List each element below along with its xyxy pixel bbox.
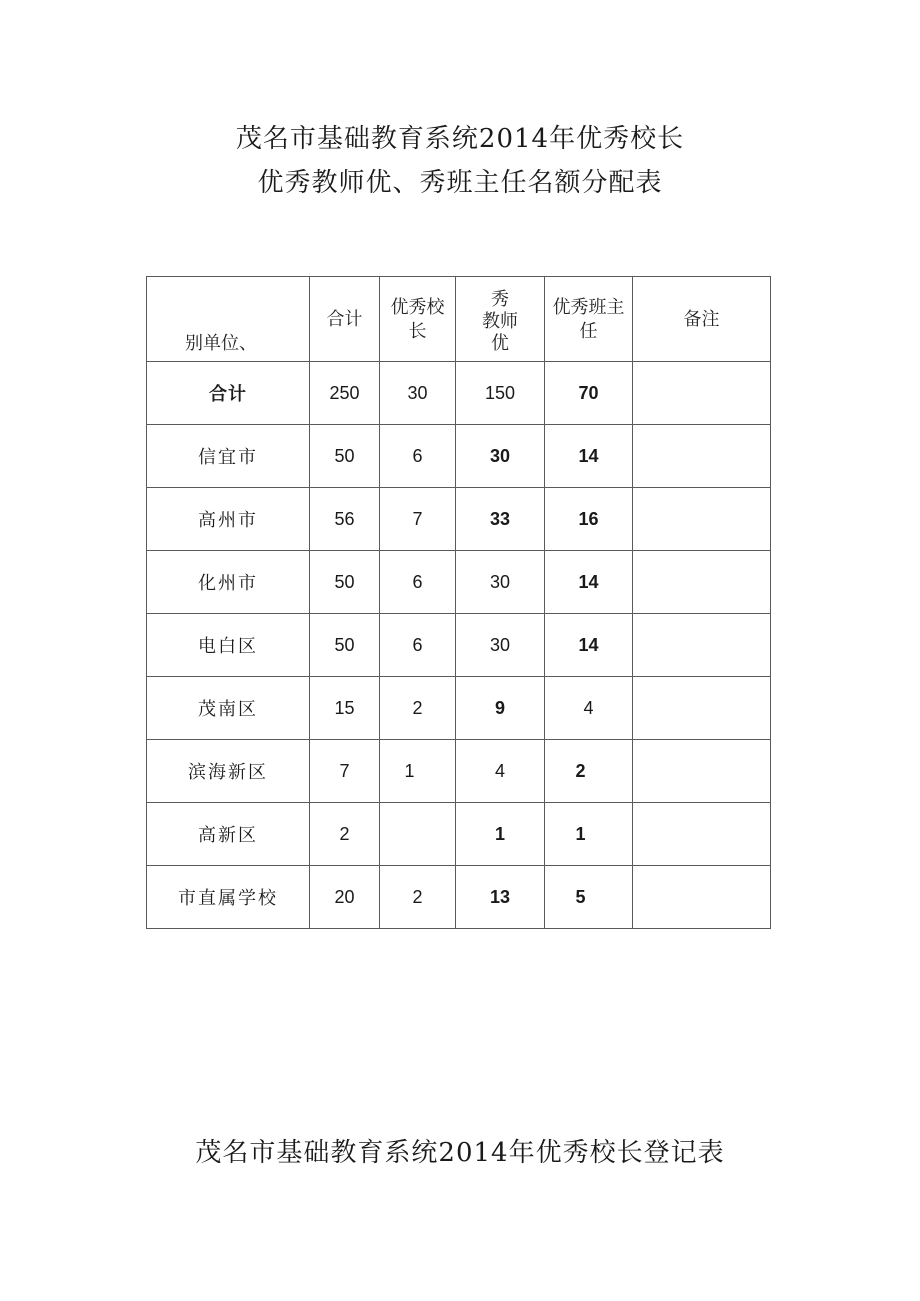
cell-head-teacher: 5 — [545, 866, 633, 929]
cell-teacher: 33 — [456, 488, 545, 551]
cell-head-teacher: 14 — [545, 614, 633, 677]
cell-principal: 2 — [380, 866, 456, 929]
cell-teacher: 30 — [456, 614, 545, 677]
cell-total: 20 — [310, 866, 380, 929]
table-row — [147, 362, 771, 425]
cell-teacher: 30 — [456, 425, 545, 488]
table-row — [147, 866, 771, 929]
cell-head-teacher: 14 — [545, 425, 633, 488]
cell-principal — [380, 803, 456, 866]
cell-head-teacher: 1 — [545, 803, 633, 866]
cell-unit: 高新区 — [147, 803, 310, 866]
cell-remarks — [633, 425, 771, 488]
table-row — [147, 551, 771, 614]
header-principal: 优秀校长 — [380, 277, 456, 362]
header-unit: 别单位、 — [147, 277, 310, 362]
cell-unit: 信宜市 — [147, 425, 310, 488]
quota-allocation-table — [146, 276, 771, 929]
cell-principal: 6 — [380, 614, 456, 677]
cell-teacher: 4 — [456, 740, 545, 803]
header-teacher-part-2: 教师 — [482, 310, 518, 331]
cell-unit: 合计 — [147, 362, 310, 425]
header-remarks: 备注 — [633, 277, 771, 362]
cell-remarks — [633, 551, 771, 614]
cell-remarks — [633, 488, 771, 551]
table-row — [147, 677, 771, 740]
cell-total: 7 — [310, 740, 380, 803]
cell-remarks — [633, 866, 771, 929]
cell-remarks — [633, 362, 771, 425]
cell-teacher: 1 — [456, 803, 545, 866]
table-row — [147, 425, 771, 488]
table-row — [147, 803, 771, 866]
cell-principal: 6 — [380, 425, 456, 488]
cell-total: 2 — [310, 803, 380, 866]
cell-principal: 7 — [380, 488, 456, 551]
cell-head-teacher: 2 — [545, 740, 633, 803]
document-title-line-2: 优秀教师优、秀班主任名额分配表 — [257, 168, 663, 198]
table-row — [147, 614, 771, 677]
header-teacher — [456, 277, 545, 362]
cell-head-teacher: 14 — [545, 551, 633, 614]
cell-head-teacher: 4 — [545, 677, 633, 740]
cell-remarks — [633, 803, 771, 866]
cell-total: 50 — [310, 425, 380, 488]
cell-teacher: 30 — [456, 551, 545, 614]
cell-unit: 市直属学校 — [147, 866, 310, 929]
cell-principal: 1 — [380, 740, 456, 803]
cell-unit: 茂南区 — [147, 677, 310, 740]
table-header-row — [147, 277, 771, 362]
cell-teacher: 9 — [456, 677, 545, 740]
cell-remarks — [633, 740, 771, 803]
document-title-line-1: 茂名市基础教育系统2014年优秀校长 — [235, 124, 685, 154]
table-row — [147, 740, 771, 803]
header-teacher-part-3: 优 — [491, 332, 509, 353]
cell-teacher: 150 — [456, 362, 545, 425]
header-total: 合计 — [310, 277, 380, 362]
table-row — [147, 488, 771, 551]
cell-head-teacher: 70 — [545, 362, 633, 425]
cell-teacher: 13 — [456, 866, 545, 929]
cell-head-teacher: 16 — [545, 488, 633, 551]
cell-remarks — [633, 614, 771, 677]
cell-total: 50 — [310, 614, 380, 677]
cell-total: 250 — [310, 362, 380, 425]
cell-unit: 滨海新区 — [147, 740, 310, 803]
cell-total: 50 — [310, 551, 380, 614]
cell-unit: 化州市 — [147, 551, 310, 614]
cell-unit: 电白区 — [147, 614, 310, 677]
cell-total: 15 — [310, 677, 380, 740]
header-head-teacher: 优秀班主任 — [545, 277, 633, 362]
cell-principal: 2 — [380, 677, 456, 740]
cell-remarks — [633, 677, 771, 740]
registration-form-title: 茂名市基础教育系统2014年优秀校长登记表 — [195, 1138, 725, 1168]
cell-unit: 高州市 — [147, 488, 310, 551]
cell-principal: 30 — [380, 362, 456, 425]
header-teacher-part-1: 秀 — [491, 288, 509, 309]
cell-principal: 6 — [380, 551, 456, 614]
cell-total: 56 — [310, 488, 380, 551]
